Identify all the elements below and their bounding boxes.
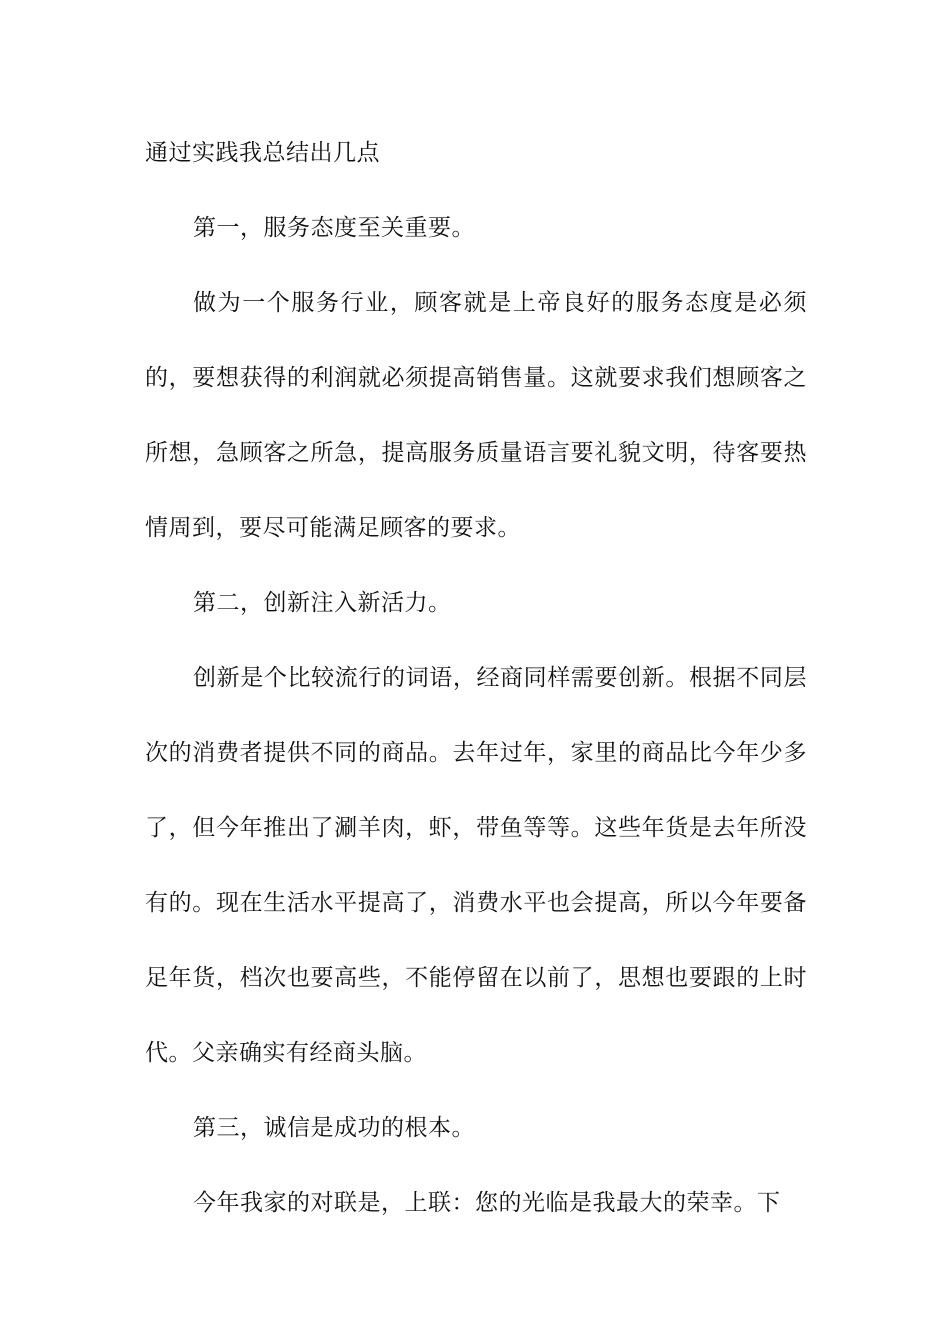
paragraph-point-two-body: 创新是个比较流行的词语，经商同样需要创新。根据不同层次的消费者提供不同的商品。去年过年，家里的商品比今年少多了，但今年推出了涮羊肉，虾，带鱼等等。这些年货是去年所没有的。现在生活水平提高了，消费水平也会提高，所以今年要备足年货，档次也要高些，不能停留在以前了，思想也要跟的上时代。父亲确实有经商头脑。	[145, 665, 807, 1066]
document-body	[145, 116, 807, 1241]
paragraph-point-three-heading: 第三，诚信是成功的根本。	[193, 1115, 475, 1141]
paragraph-point-two-heading: 第二，创新注入新活力。	[193, 590, 452, 616]
paragraph-point-three-body: 今年我家的对联是，上联：您的光临是我最大的荣幸。下	[193, 1190, 781, 1216]
paragraph-intro: 通过实践我总结出几点	[145, 140, 380, 166]
paragraph-point-one-heading: 第一，服务态度至关重要。	[193, 215, 475, 241]
paragraph-point-one-body: 做为一个服务行业，顾客就是上帝良好的服务态度是必须的，要想获得的利润就必须提高销售量。这就要求我们想顾客之所想，急顾客之所急，提高服务质量语言要礼貌文明，待客要热情周到，要尽可能满足顾客的要求。	[145, 290, 807, 541]
